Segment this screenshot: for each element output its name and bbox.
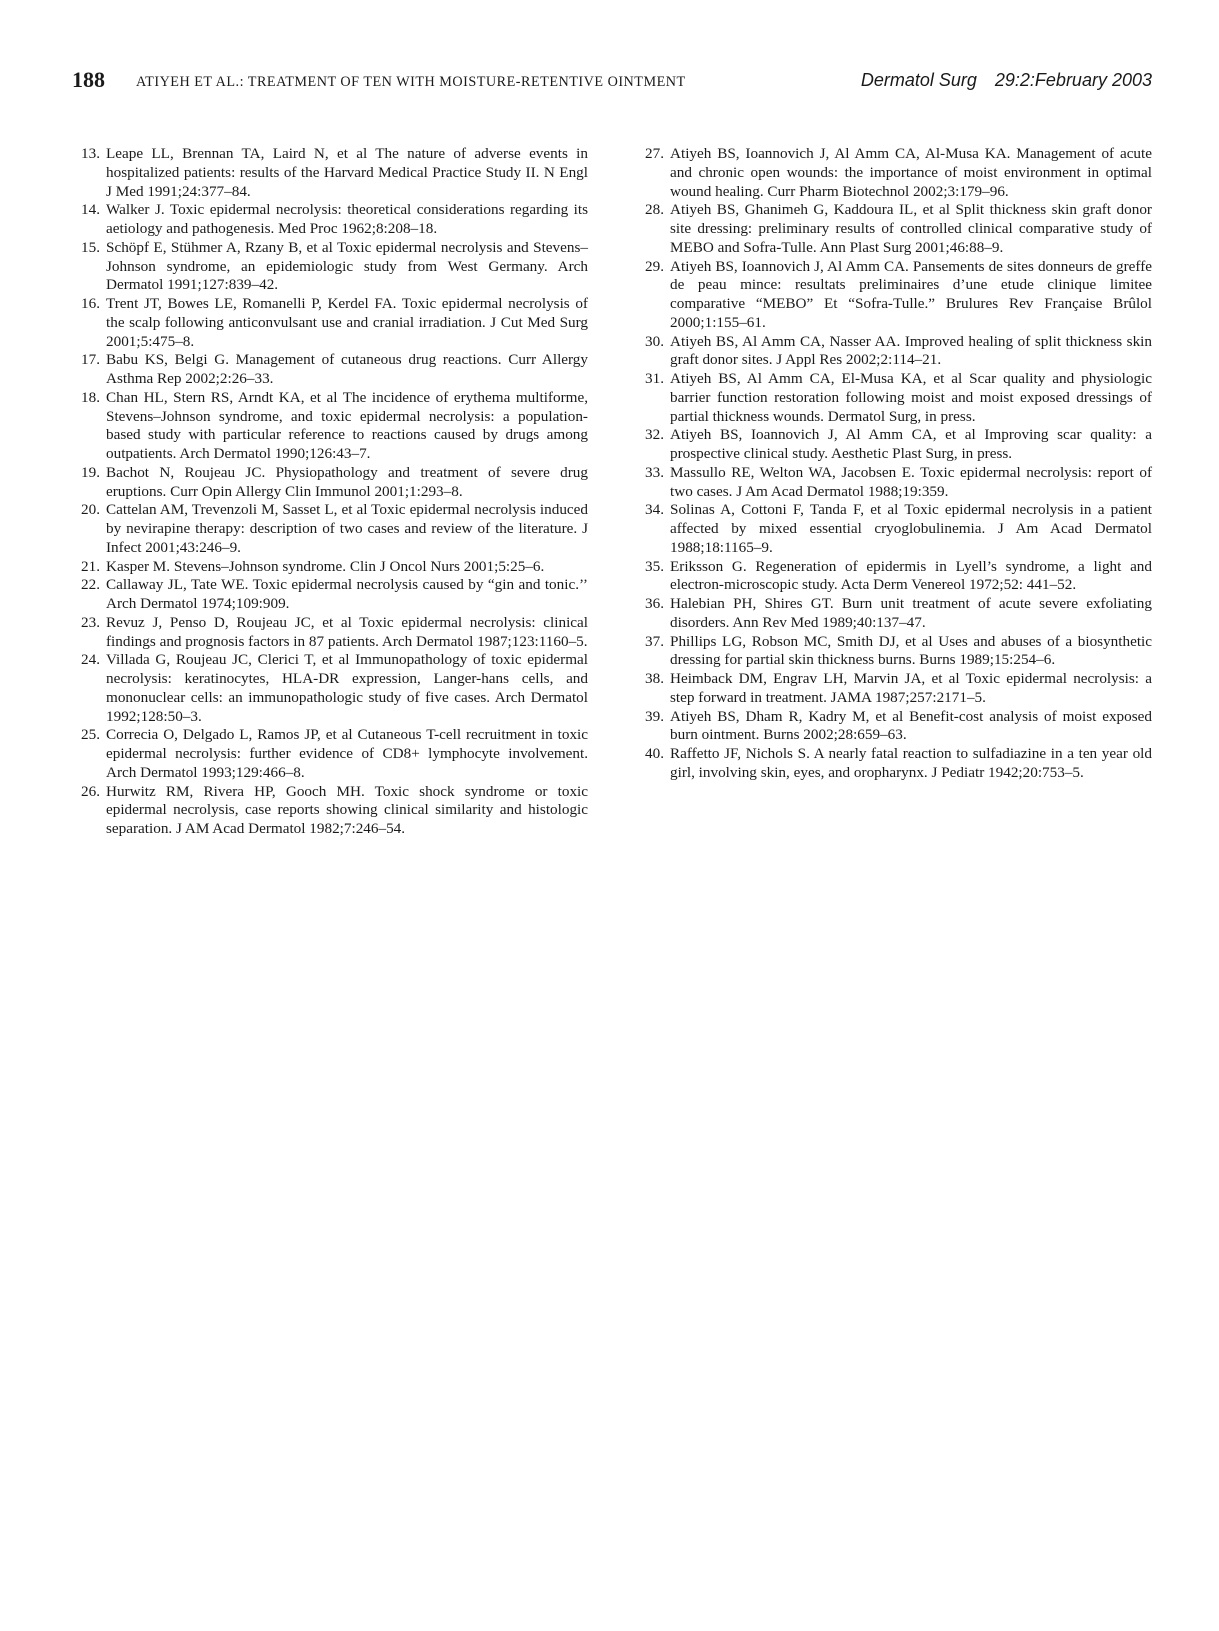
reference-number: 19. (81, 463, 100, 481)
reference-number: 22. (81, 576, 100, 594)
reference-text: Heimback DM, Engrav LH, Marvin JA, et al Toxic epidermal necrolysis: a step forward in treatment. JAMA 1987;257:2171–5. (670, 670, 1152, 706)
reference-number: 27. (645, 145, 664, 162)
reference-text: Chan HL, Stern RS, Arndt KA, et al The incidence of erythema multiforme, Stevens–Johnson syndrome, and toxic epidermal necrolysis: a population-based study with particular reference to reactions caused by drugs among outpatients. Arch Dermatol 1990;126:43–7. (106, 388, 588, 462)
reference-number: 16. (81, 295, 100, 312)
reference-text: Villada G, Roujeau JC, Clerici T, et al Immunopathology of toxic epidermal necrolysis: keratinocytes, HLA-DR expression, Langer-hans cells, and mononuclear cells: an immunopathologic study of five cases. Arch Dermatol 1992;128:50–3. (106, 651, 588, 725)
references-left-column (72, 145, 588, 839)
reference-item (636, 464, 1152, 502)
reference-text: Atiyeh BS, Ioannovich J, Al Amm CA, Al-Musa KA. Management of acute and chronic open wounds: the importance of moist environment in optimal wound healing. Curr Pharm Biotechnol 2002;3:179–96. (670, 145, 1152, 200)
reference-item (636, 633, 1152, 671)
reference-number: 25. (81, 726, 100, 744)
reference-item (72, 558, 588, 577)
reference-number: 14. (81, 201, 100, 219)
reference-item (636, 558, 1152, 596)
reference-number: 32. (645, 426, 664, 444)
reference-number: 40. (645, 745, 664, 762)
reference-text: Walker J. Toxic epidermal necrolysis: theoretical considerations regarding its aetiology and pathogenesis. Med Proc 1962;8:208–18. (106, 201, 588, 237)
reference-number: 37. (645, 632, 664, 650)
reference-number: 20. (81, 501, 100, 519)
reference-item (72, 145, 588, 201)
reference-number: 36. (645, 595, 664, 612)
reference-text: Halebian PH, Shires GT. Burn unit treatment of acute severe exfoliating disorders. Ann Rev Med 1989;40:137–47. (670, 595, 1152, 631)
reference-item (636, 595, 1152, 633)
reference-text: Leape LL, Brennan TA, Laird N, et al The nature of adverse events in hospitalized patients: results of the Harvard Medical Practice Study II. N Engl J Med 1991;24:377–84. (106, 145, 588, 200)
reference-text: Schöpf E, Stühmer A, Rzany B, et al Toxic epidermal necrolysis and Stevens–Johnson syndrome, an epidemiologic study from West Germany. Arch Dermatol 1991;127:839–42. (106, 238, 588, 294)
reference-number: 30. (645, 332, 664, 350)
reference-item (72, 239, 588, 295)
running-title: ATIYEH ET AL.: TREATMENT OF TEN WITH MOISTURE-RETENTIVE OINTMENT (136, 74, 686, 90)
reference-number: 39. (645, 707, 664, 725)
reference-item (72, 614, 588, 652)
reference-text: Eriksson G. Regeneration of epidermis in Lyell’s syndrome, a light and electron-microscopic study. Acta Derm Venereol 1972;52: 441–52. (670, 557, 1152, 594)
reference-item (636, 501, 1152, 557)
reference-item (636, 201, 1152, 257)
reference-item (72, 576, 588, 614)
reference-item (636, 145, 1152, 201)
reference-text: Raffetto JF, Nichols S. A nearly fatal reaction to sulfadiazine in a ten year old girl, involving skin, eyes, and oropharynx. J Pediatr 1942;20:753–5. (670, 745, 1152, 781)
reference-item (72, 464, 588, 502)
reference-text: Cattelan AM, Trevenzoli M, Sasset L, et al Toxic epidermal necrolysis induced by nevirapine therapy: description of two cases and review of the literature. J Infect 2001;43:246–9. (106, 501, 588, 556)
reference-item (636, 258, 1152, 333)
reference-number: 23. (81, 613, 100, 631)
reference-item (636, 670, 1152, 708)
reference-text: Babu KS, Belgi G. Management of cutaneous drug reactions. Curr Allergy Asthma Rep 2002;2:26–33. (106, 351, 588, 387)
page-header (72, 66, 1152, 96)
reference-item (72, 389, 588, 464)
reference-number: 13. (81, 145, 100, 162)
reference-item (72, 295, 588, 351)
reference-text: Massullo RE, Welton WA, Jacobsen E. Toxic epidermal necrolysis: report of two cases. J Am Acad Dermatol 1988;19:359. (670, 463, 1152, 500)
reference-item (72, 726, 588, 782)
reference-item (636, 708, 1152, 746)
reference-number: 17. (81, 351, 100, 369)
reference-number: 26. (81, 782, 100, 800)
page-number: 188 (72, 67, 105, 92)
reference-item (636, 333, 1152, 371)
reference-number: 28. (645, 201, 664, 219)
reference-text: Bachot N, Roujeau JC. Physiopathology and treatment of severe drug eruptions. Curr Opin Allergy Clin Immunol 2001;1:293–8. (106, 463, 588, 500)
reference-number: 18. (81, 388, 100, 406)
reference-item (72, 651, 588, 726)
journal-issue: 29:2:February 2003 (994, 70, 1152, 90)
reference-text: Atiyeh BS, Al Amm CA, El-Musa KA, et al Scar quality and physiologic barrier function restoration following moist and moist exposed dressings of partial thickness wounds. Dermatol Surg, in press. (670, 370, 1152, 425)
reference-text: Atiyeh BS, Al Amm CA, Nasser AA. Improved healing of split thickness skin graft donor sites. J Appl Res 2002;2:114–21. (670, 332, 1152, 369)
reference-item (72, 351, 588, 389)
journal-citation (861, 68, 1152, 92)
reference-number: 34. (645, 501, 664, 519)
reference-number: 31. (645, 370, 664, 387)
reference-number: 24. (81, 651, 100, 669)
reference-text: Atiyeh BS, Ioannovich J, Al Amm CA. Pansements de sites donneurs de greffe de peau mince: resultats preliminaires d’une etude clinique limitee comparative “MEBO” Et “Sofra-Tulle.” Brulures Rev Française Brûlol 2000;1:155–61. (670, 257, 1152, 331)
reference-number: 21. (81, 557, 100, 575)
reference-text: Revuz J, Penso D, Roujeau JC, et al Toxic epidermal necrolysis: clinical findings and prognosis factors in 87 patients. Arch Dermatol 1987;123:1160–5. (106, 613, 588, 650)
reference-number: 35. (645, 557, 664, 575)
reference-text: Phillips LG, Robson MC, Smith DJ, et al Uses and abuses of a biosynthetic dressing for partial skin thickness burns. Burns 1989;15:254–6. (670, 632, 1152, 669)
reference-number: 38. (645, 670, 664, 687)
reference-text: Callaway JL, Tate WE. Toxic epidermal necrolysis caused by “gin and tonic.’’ Arch Dermatol 1974;109:909. (106, 576, 588, 612)
reference-text: Atiyeh BS, Ioannovich J, Al Amm CA, et al Improving scar quality: a prospective clinical study. Aesthetic Plast Surg, in press. (670, 426, 1152, 462)
reference-item (636, 370, 1152, 426)
references-right-column (636, 145, 1152, 783)
reference-text: Atiyeh BS, Ghanimeh G, Kaddoura IL, et al Split thickness skin graft donor site dressing: preliminary results of controlled clinical comparative study of MEBO and Sofra-Tulle. Ann Plast Surg 2001;46:88–9. (670, 201, 1152, 256)
reference-text: Correcia O, Delgado L, Ramos JP, et al Cutaneous T-cell recruitment in toxic epidermal necrolysis: further evidence of CD8+ lymphocyte involvement. Arch Dermatol 1993;129:466–8. (106, 726, 588, 781)
reference-text: Trent JT, Bowes LE, Romanelli P, Kerdel FA. Toxic epidermal necrolysis of the scalp following anticonvulsant use and cranial irradiation. J Cut Med Surg 2001;5:475–8. (106, 295, 588, 350)
reference-number: 29. (645, 257, 664, 275)
reference-item (636, 745, 1152, 783)
reference-item (72, 783, 588, 839)
reference-text: Kasper M. Stevens–Johnson syndrome. Clin J Oncol Nurs 2001;5:25–6. (106, 557, 545, 575)
reference-text: Atiyeh BS, Dham R, Kadry M, et al Benefit-cost analysis of moist exposed burn ointment. Burns 2002;28:659–63. (670, 707, 1152, 744)
reference-item (636, 426, 1152, 464)
reference-item (72, 201, 588, 239)
reference-text: Hurwitz RM, Rivera HP, Gooch MH. Toxic shock syndrome or toxic epidermal necrolysis, case reports showing clinical similarity and histologic separation. J AM Acad Dermatol 1982;7:246–54. (106, 782, 588, 837)
journal-name: Dermatol Surg (860, 70, 977, 90)
reference-number: 33. (645, 463, 664, 481)
reference-text: Solinas A, Cottoni F, Tanda F, et al Toxic epidermal necrolysis in a patient affected by mixed essential cryoglobulinemia. J Am Acad Dermatol 1988;18:1165–9. (670, 501, 1152, 556)
reference-item (72, 501, 588, 557)
reference-number: 15. (81, 238, 100, 256)
